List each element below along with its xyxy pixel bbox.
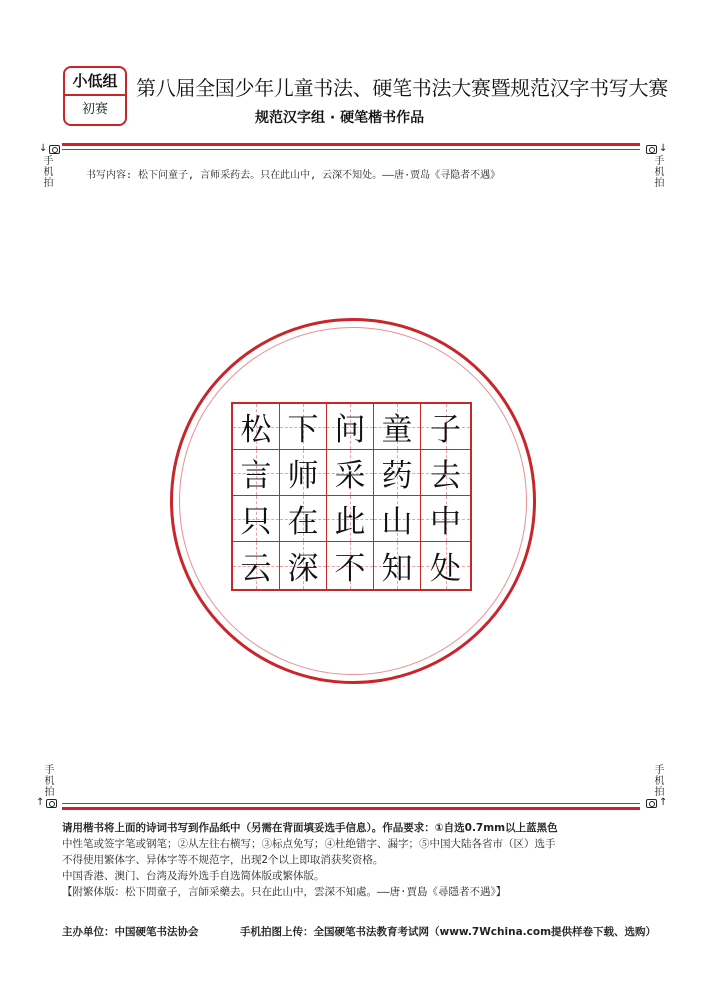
group-badge xyxy=(63,66,127,126)
photo-mark-label: 手机拍 xyxy=(652,764,663,797)
grid-cell xyxy=(327,450,374,496)
grid-char: 知 xyxy=(381,551,413,587)
grid-cell xyxy=(327,542,374,589)
grid-char: 药 xyxy=(381,458,413,494)
grid-char: 处 xyxy=(430,551,461,587)
grid-cell xyxy=(233,450,280,496)
photo-mark-label: 手机拍 xyxy=(42,764,53,797)
grid-cell xyxy=(374,542,421,589)
camera-icon xyxy=(46,799,57,808)
grid-cell xyxy=(327,496,374,542)
photo-mark-top-right xyxy=(646,143,667,188)
host-organizer: 主办单位：中国硬笔书法协会 xyxy=(62,926,199,938)
arrow-down-icon: ↓ xyxy=(659,143,668,154)
photo-mark-bottom-left xyxy=(36,764,57,809)
upload-info: 手机拍图上传：全国硬笔书法教育考试网（www.7Wchina.com提供样卷下载、选购） xyxy=(240,926,657,938)
requirements-line: 不得使用繁体字、异体字等不规范字，出现2个以上即取消获奖资格。 xyxy=(62,854,384,866)
camera-icon xyxy=(49,145,60,154)
grid-cell xyxy=(280,542,327,589)
writing-content: 书写内容: 松下问童子, 言师采药去。只在此山中, 云深不知处。——唐·贾岛《寻隐者不遇》 xyxy=(86,170,501,181)
grid-cell xyxy=(233,496,280,542)
grid-cell xyxy=(374,404,421,450)
grid-cell xyxy=(280,450,327,496)
grid-char: 松 xyxy=(240,412,272,448)
photo-mark-label: 手机拍 xyxy=(41,155,52,188)
bottom-rule-thick xyxy=(62,807,640,810)
grid-cell xyxy=(421,496,470,542)
requirements-block xyxy=(62,820,642,900)
grid-char: 采 xyxy=(334,458,366,494)
camera-icon xyxy=(646,799,657,808)
photo-mark-bottom-right xyxy=(646,764,667,809)
grid-char: 此 xyxy=(334,504,366,540)
grid-char: 中 xyxy=(430,504,461,540)
arrow-up-icon: ↑ xyxy=(36,797,45,808)
badge-group-label: 小低组 xyxy=(65,68,125,96)
grid-char: 云 xyxy=(240,551,272,587)
grid-char: 童 xyxy=(381,412,413,448)
requirements-line: 中性笔或签字笔或钢笔；②从左往右横写；③标点免写；④杜绝错字、漏字；⑤中国大陆各省市（区）选手 xyxy=(62,838,556,850)
arrow-up-icon: ↑ xyxy=(659,797,668,808)
traditional-version-line: 【附繁体版：松下問童子，言師采藥去。只在此山中，雲深不知處。——唐·賈島《尋隱者不遇》】 xyxy=(62,886,507,898)
page-title: 第八届全国少年儿童书法、硬笔书法大赛暨规范汉字书写大赛 xyxy=(136,76,668,100)
grid-char: 山 xyxy=(381,504,413,540)
grid-char: 问 xyxy=(334,412,366,448)
grid-char: 在 xyxy=(287,504,319,540)
camera-icon xyxy=(646,145,657,154)
grid-cell xyxy=(374,496,421,542)
photo-mark-top-left xyxy=(39,143,60,188)
bottom-rule-thin xyxy=(62,803,640,804)
requirements-line: 中国香港、澳门、台湾及海外选手自选简体版或繁体版。 xyxy=(62,870,325,882)
grid-cell xyxy=(233,542,280,589)
grid-char: 子 xyxy=(430,412,461,448)
grid-cell xyxy=(421,404,470,450)
grid-cell xyxy=(233,404,280,450)
grid-cell xyxy=(421,542,470,589)
grid-char: 言 xyxy=(240,458,272,494)
grid-cell xyxy=(374,450,421,496)
page-subtitle: 规范汉字组 · 硬笔楷书作品 xyxy=(255,110,425,126)
grid-cell xyxy=(421,450,470,496)
arrow-down-icon: ↓ xyxy=(39,143,48,154)
grid-cell xyxy=(327,404,374,450)
photo-mark-label: 手机拍 xyxy=(652,155,663,188)
grid-cell xyxy=(280,404,327,450)
grid-char: 只 xyxy=(240,504,272,540)
grid-char: 不 xyxy=(334,551,366,587)
grid-char: 去 xyxy=(430,458,461,494)
grid-cell xyxy=(280,496,327,542)
grid-char: 深 xyxy=(287,551,319,587)
top-rule-thin xyxy=(62,149,640,150)
writing-grid xyxy=(231,402,472,591)
grid-char: 师 xyxy=(287,458,319,494)
top-rule-thick xyxy=(62,143,640,146)
badge-round-label: 初赛 xyxy=(81,102,108,117)
requirements-line: 请用楷书将上面的诗词书写到作品纸中（另需在背面填妥选手信息）。作品要求：①自选0.7mm以上蓝黑色 xyxy=(62,822,558,834)
grid-char: 下 xyxy=(287,412,319,448)
